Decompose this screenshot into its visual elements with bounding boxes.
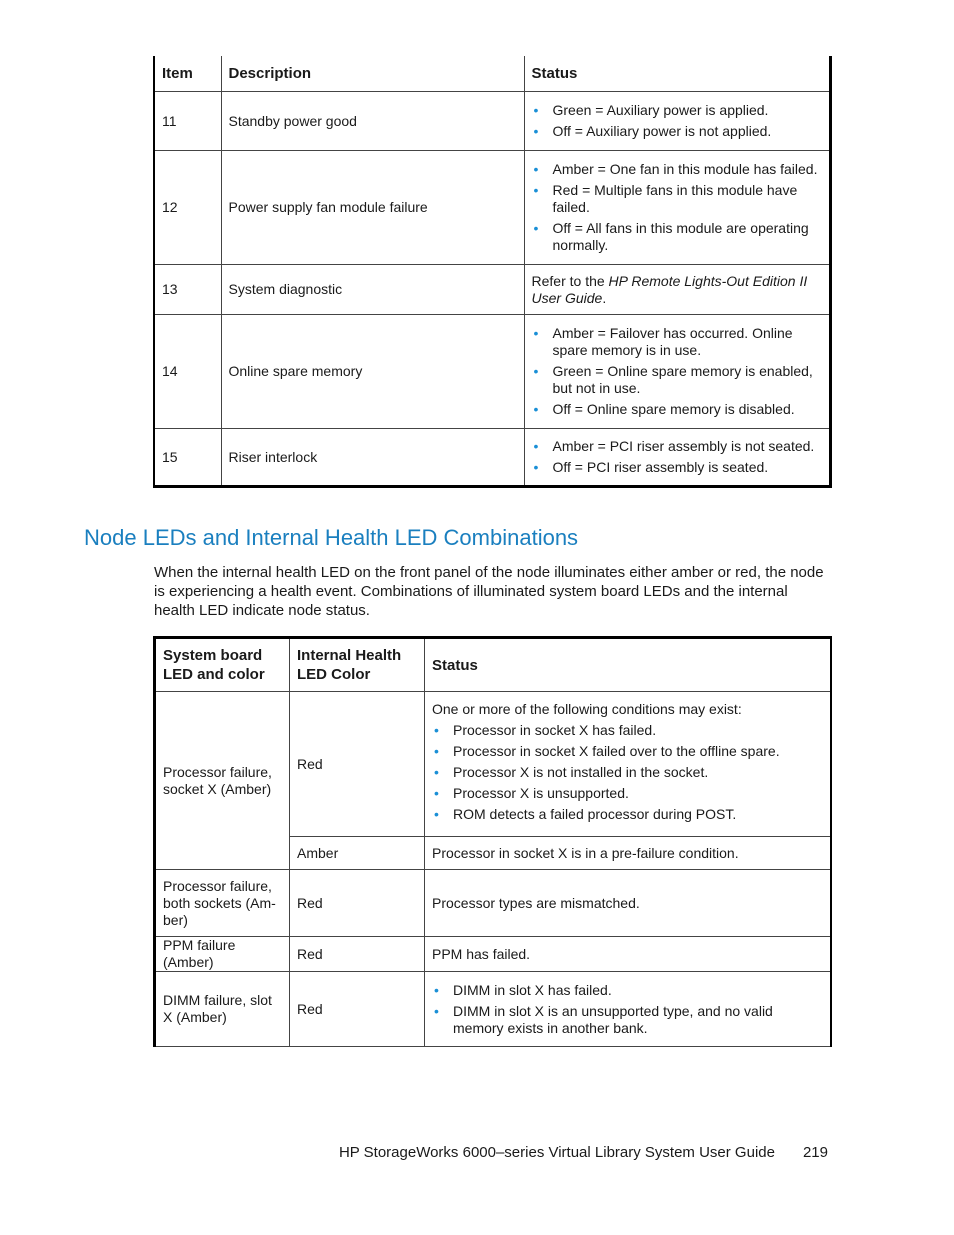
list-item: • Processor in socket X failed over to the offline spare. (432, 743, 823, 760)
health-led-color: Amber (290, 837, 425, 870)
health-led-color: Red (290, 692, 425, 837)
list-item: • Off = All fans in this module are operating normally. (532, 220, 822, 254)
column-header-internal-health: Internal Health LED Color (290, 638, 425, 692)
table-row (155, 692, 831, 837)
list-item: • Red = Multiple fans in this module have failed. (532, 182, 822, 216)
table-row (154, 265, 830, 315)
item-number: 14 (154, 315, 221, 429)
status-list (532, 161, 822, 254)
table-row (155, 972, 831, 1047)
list-item: • Amber = Failover has occurred. Online spare memory is in use. (532, 325, 822, 359)
status-list (432, 982, 823, 1037)
system-board-led: Processor failure, socket X (Amber) (155, 692, 290, 870)
list-item: • Processor X is unsupported. (432, 785, 823, 802)
led-status-table (153, 56, 832, 488)
footer-document-title: HP StorageWorks 6000–series Virtual Library System User Guide (338, 1144, 775, 1161)
item-status (524, 429, 830, 487)
table-row (154, 92, 830, 151)
item-description: System diagnostic (221, 265, 524, 315)
list-item: • DIMM in slot X has failed. (432, 982, 823, 999)
status-list (532, 102, 822, 140)
item-status (524, 151, 830, 265)
system-board-led: Processor failure, both sockets (Am-ber) (155, 870, 290, 937)
system-board-led: DIMM failure, slot X (Amber) (155, 972, 290, 1047)
table-row (155, 870, 831, 937)
section-intro: When the internal health LED on the front panel of the node illuminates either amber or red, the node is experiencing a health event. Combinations of illuminated system board LEDs and the internal health LED indicate node status. (154, 564, 824, 619)
column-header-status: Status (425, 638, 831, 692)
table-row (154, 315, 830, 429)
guide-reference: HP Remote Lights-Out Edition II User Guide (531, 272, 808, 306)
item-status (524, 265, 830, 315)
list-item: • DIMM in slot X is an unsupported type, and no valid memory exists in another bank. (432, 1003, 823, 1037)
status-text: Refer to the (531, 272, 609, 289)
table-row (155, 937, 831, 972)
list-item: • Off = PCI riser assembly is seated. (532, 459, 822, 476)
item-status (524, 92, 830, 151)
column-header-status: Status (524, 56, 830, 92)
combination-status (425, 972, 831, 1047)
combination-status: Processor types are mismatched. (425, 870, 831, 937)
list-item: • Processor in socket X has failed. (432, 722, 823, 739)
page-number: 219 (802, 1144, 828, 1161)
table-header-row (155, 638, 831, 692)
table-header-row (154, 56, 830, 92)
health-led-color: Red (290, 972, 425, 1047)
combination-status: PPM has failed. (425, 937, 831, 972)
item-description: Riser interlock (221, 429, 524, 487)
item-number: 11 (154, 92, 221, 151)
list-item: • Amber = One fan in this module has failed. (532, 161, 822, 178)
list-item: • ROM detects a failed processor during POST. (432, 806, 823, 823)
status-lead: One or more of the following conditions may exist: (432, 701, 742, 717)
list-item: • Off = Online spare memory is disabled. (532, 401, 822, 418)
combination-status: Processor in socket X is in a pre-failure condition. (425, 837, 831, 870)
item-status (524, 315, 830, 429)
list-item: • Green = Online spare memory is enabled, but not in use. (532, 363, 822, 397)
page-footer (339, 1144, 828, 1161)
item-number: 13 (154, 265, 221, 315)
system-board-led: PPM failure (Amber) (155, 937, 290, 972)
status-list (432, 722, 823, 823)
item-description: Standby power good (221, 92, 524, 151)
led-combination-table (153, 636, 832, 1047)
item-number: 15 (154, 429, 221, 487)
status-list (532, 438, 822, 476)
combination-status (425, 692, 831, 837)
table-row (154, 151, 830, 265)
column-header-description: Description (221, 56, 524, 92)
health-led-color: Red (290, 870, 425, 937)
list-item: • Amber = PCI riser assembly is not seated. (532, 438, 822, 455)
list-item: • Processor X is not installed in the socket. (432, 764, 823, 781)
status-text-end: . (602, 289, 607, 306)
list-item: • Off = Auxiliary power is not applied. (532, 123, 822, 140)
status-list (532, 325, 822, 418)
column-header-item: Item (154, 56, 221, 92)
table-row (154, 429, 830, 487)
column-header-system-board-led: System board LED and color (155, 638, 290, 692)
health-led-color: Red (290, 937, 425, 972)
list-item: • Green = Auxiliary power is applied. (532, 102, 822, 119)
section-heading: Node LEDs and Internal Health LED Combinations (84, 525, 579, 550)
item-description: Power supply fan module failure (221, 151, 524, 265)
item-description: Online spare memory (221, 315, 524, 429)
item-number: 12 (154, 151, 221, 265)
